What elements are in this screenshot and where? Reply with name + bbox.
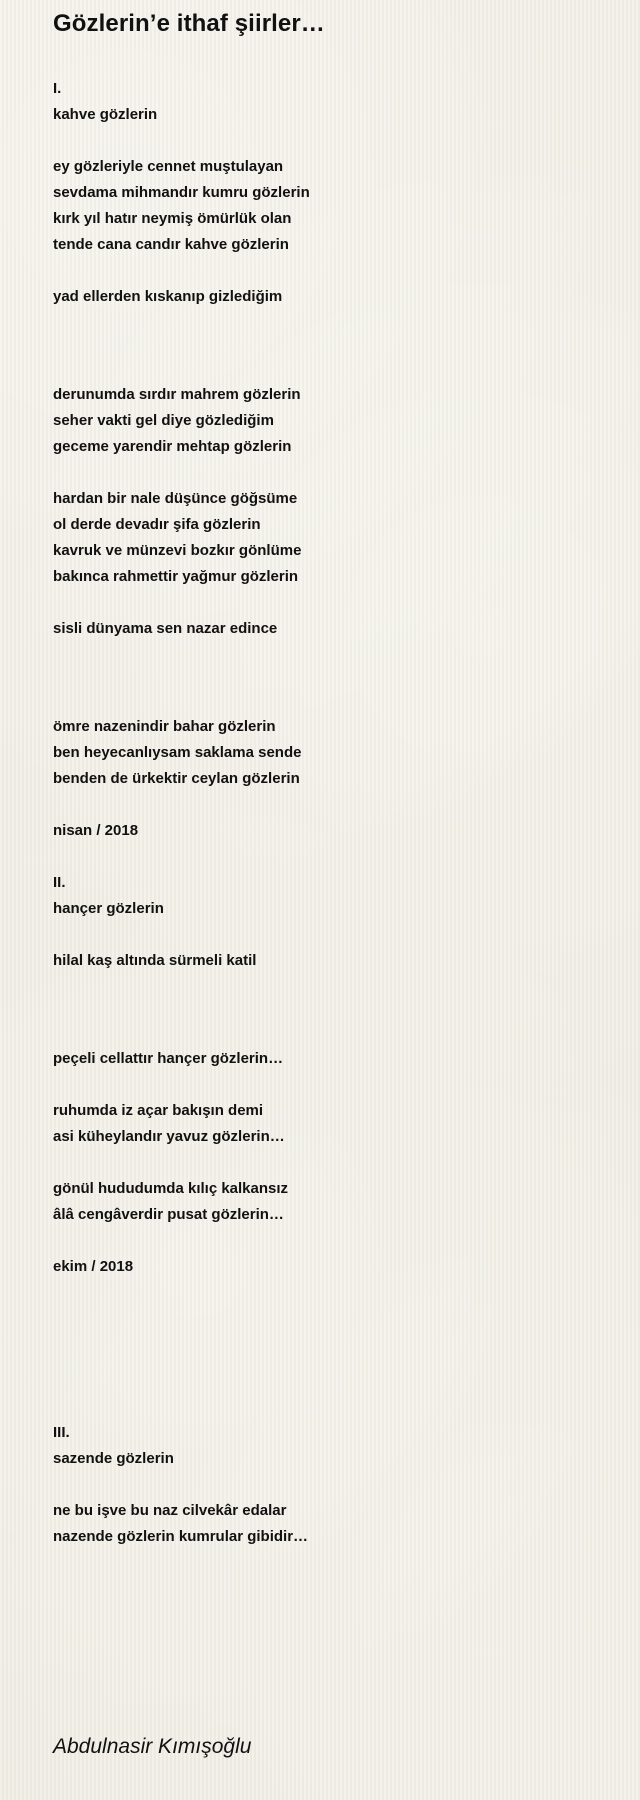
poem-line: ol derde devadır şifa gözlerin [53,516,261,533]
poem-line: ey gözleriyle cennet muştulayan [53,158,284,175]
section-numeral: III. [53,1424,70,1441]
poem-line: benden de ürkektir ceylan gözlerin [53,770,300,787]
stanza-gap [53,310,310,382]
poem-line: ne bu işve bu naz cilvekâr edalar [53,1502,287,1519]
poem-line: peçeli cellattır hançer gözlerin… [53,1050,284,1067]
stanza [53,154,310,258]
poem-line: sevdama mihmandır kumru gözlerin [53,184,310,201]
poem-line: bakınca rahmettir yağmur gözlerin [53,568,299,585]
author-signature: Abdulnasir Kımışoğlu [53,1735,252,1758]
poem-line: hilal kaş altında sürmeli katil [53,952,257,969]
section-numeral: I. [53,80,62,97]
stanza-gap [53,1280,310,1420]
poem-line: derunumda sırdır mahrem gözlerin [53,386,301,403]
stanza [53,818,310,844]
section-1-heading [53,76,310,128]
stanza [53,1498,310,1550]
stanza [53,1046,310,1072]
poem-line: âlâ cengâverdir pusat gözlerin… [53,1206,284,1223]
poem-line: hardan bir nale düşünce göğsüme [53,490,298,507]
poem-line: sisli dünyama sen nazar edince [53,620,278,637]
poem-line: ruhumda iz açar bakışın demi [53,1102,264,1119]
stanza [53,1176,310,1228]
section-numeral: II. [53,874,66,891]
section-2-heading [53,870,310,922]
stanza [53,714,310,792]
section-subtitle: hançer gözlerin [53,900,164,917]
poem-date: ekim / 2018 [53,1258,134,1275]
stanza-gap [53,974,310,1046]
poem-line: geceme yarendir mehtap gözlerin [53,438,292,455]
poem-line: asi küheylandır yavuz gözlerin… [53,1128,285,1145]
section-subtitle: kahve gözlerin [53,106,158,123]
poem-line: tende cana candır kahve gözlerin [53,236,289,253]
poem-line: yad ellerden kıskanıp gizlediğim [53,288,283,305]
poem-date: nisan / 2018 [53,822,139,839]
stanza [53,486,310,590]
stanza [53,284,310,310]
poem-line: gönül hududumda kılıç kalkansız [53,1180,289,1197]
poem-line: nazende gözlerin kumrular gibidir… [53,1528,309,1545]
poem-line: ömre nazenindir bahar gözlerin [53,718,276,735]
poem-section-1 [53,76,310,1576]
stanza [53,382,310,460]
poem-line: kavruk ve münzevi bozkır gönlüme [53,542,302,559]
stanza [53,616,310,642]
poem-page [53,0,613,1800]
poem-line: seher vakti gel diye gözlediğim [53,412,274,429]
section-subtitle: sazende gözlerin [53,1450,174,1467]
stanza [53,1098,310,1150]
poem-line: ben heyecanlıysam saklama sende [53,744,302,761]
section-3-heading [53,1420,310,1472]
stanza [53,1254,310,1280]
poem-line: kırk yıl hatır neymiş ömürlük olan [53,210,292,227]
stanza [53,948,310,974]
stanza-gap [53,642,310,714]
poem-title: Gözlerin’e ithaf şiirler… [53,10,325,37]
